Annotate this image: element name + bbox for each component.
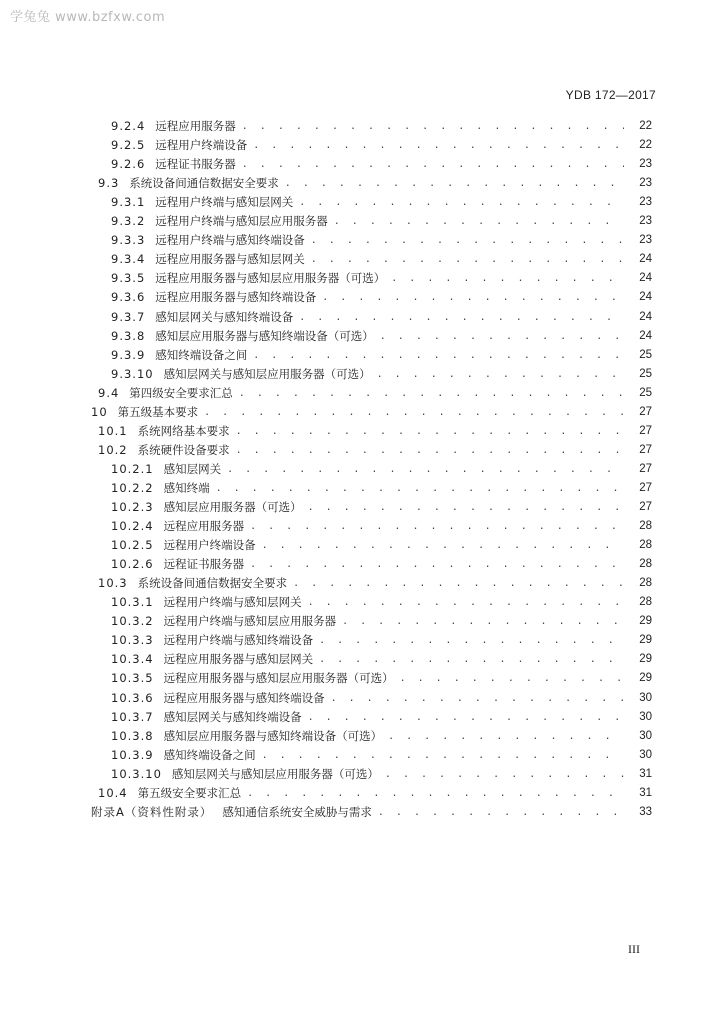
toc-dot-leader — [293, 574, 624, 593]
toc-entry-title: 远程应用服务器与感知终端设备 — [163, 690, 325, 705]
toc-entry-number: 10.2.6 — [111, 557, 154, 572]
toc-entry[interactable] — [111, 517, 652, 536]
toc-entry[interactable] — [111, 727, 652, 746]
toc-entry-title: 远程用户终端与感知终端设备 — [163, 633, 314, 648]
toc-entry[interactable] — [111, 117, 652, 136]
toc-dot-leader — [400, 669, 624, 688]
toc-entry-page: 25 — [639, 386, 652, 399]
toc-entry[interactable] — [111, 346, 652, 365]
toc-entry-title: 远程证书服务器 — [163, 557, 245, 572]
toc-entry-title: 远程用户终端设备 — [155, 138, 248, 153]
toc-entry-page: 30 — [639, 710, 652, 723]
toc-entry-page: 27 — [639, 481, 652, 494]
toc-entry[interactable] — [111, 765, 652, 784]
toc-entry[interactable] — [91, 403, 652, 422]
toc-entry-page: 22 — [639, 120, 652, 132]
toc-entry-page: 33 — [639, 805, 652, 818]
toc-entry-page: 27 — [639, 462, 652, 475]
toc-entry-page: 29 — [639, 615, 652, 628]
toc-dot-leader — [385, 765, 624, 784]
toc-dot-leader — [253, 346, 624, 365]
toc-entry-page: 27 — [639, 424, 652, 437]
toc-entry[interactable] — [98, 574, 652, 593]
toc-entry[interactable] — [111, 269, 652, 288]
toc-entry[interactable] — [98, 441, 652, 460]
toc-entry-title: 远程应用服务器与感知终端设备 — [155, 290, 317, 305]
standard-code: YDB 172—2017 — [565, 88, 656, 102]
toc-entry-title: 系统硬件设备要求 — [137, 442, 230, 457]
toc-entry-number: 10.3.4 — [111, 652, 154, 667]
toc-entry[interactable] — [111, 669, 652, 688]
toc-entry-number: 10.2.2 — [111, 480, 154, 495]
toc-entry[interactable] — [111, 593, 652, 612]
toc-entry-number: 10.3 — [98, 576, 128, 591]
toc-dot-leader — [319, 650, 624, 669]
toc-dot-leader — [236, 441, 624, 460]
toc-entry-number: 9.3.9 — [111, 347, 146, 362]
toc-entry[interactable] — [111, 231, 652, 250]
toc-entry-page: 24 — [639, 291, 652, 304]
toc-dot-leader — [253, 136, 624, 155]
toc-entry-number: 10.4 — [98, 785, 128, 800]
toc-entry-title: 系统设备间通信数据安全要求 — [137, 576, 288, 591]
toc-entry[interactable] — [111, 193, 652, 212]
toc-dot-leader — [378, 803, 624, 822]
toc-entry-title: 感知层应用服务器与感知终端设备（可选） — [163, 728, 383, 743]
toc-dot-leader — [391, 269, 624, 288]
toc-dot-leader — [236, 422, 624, 441]
toc-entry[interactable] — [91, 803, 652, 822]
toc-entry-title: 感知层网关 — [163, 461, 222, 476]
toc-entry[interactable] — [98, 784, 652, 803]
toc-entry-number: 9.3.7 — [111, 309, 146, 324]
toc-entry-title: 感知通信系统安全威胁与需求 — [222, 804, 372, 819]
toc-entry-title: 远程用户终端与感知终端设备 — [155, 233, 305, 248]
toc-entry-title: 感知层应用服务器（可选） — [163, 500, 302, 514]
toc-entry[interactable] — [111, 212, 652, 231]
toc-dot-leader — [331, 689, 624, 708]
toc-dot-leader — [250, 517, 624, 536]
toc-dot-leader — [299, 193, 624, 212]
toc-dot-leader — [377, 365, 624, 384]
toc-entry-title: 第五级基本要求 — [117, 404, 199, 419]
toc-dot-leader — [308, 593, 624, 612]
toc-entry-number: 10.3.3 — [111, 633, 154, 648]
toc-entry[interactable] — [111, 650, 652, 669]
toc-dot-leader — [334, 212, 624, 231]
toc-dot-leader — [227, 460, 624, 479]
toc-entry-page: 28 — [639, 558, 652, 571]
toc-entry[interactable] — [111, 498, 652, 517]
toc-entry[interactable] — [111, 308, 652, 327]
toc-entry-page: 30 — [639, 748, 652, 761]
toc-entry-title: 远程用户终端设备 — [163, 538, 256, 553]
toc-entry-title: 远程用户终端与感知层应用服务器 — [155, 214, 328, 229]
toc-entry-title: 系统设备间通信数据安全要求 — [129, 176, 279, 191]
toc-entry[interactable] — [111, 479, 652, 498]
toc-entry-number: 9.3 — [98, 176, 120, 191]
toc-dot-leader — [262, 746, 624, 765]
toc-entry-title: 远程应用服务器与感知层网关 — [155, 252, 305, 267]
toc-entry-title: 远程应用服务器 — [163, 519, 245, 534]
toc-entry-page: 24 — [639, 329, 652, 342]
toc-entry-page: 27 — [639, 501, 652, 513]
toc-entry-title: 远程用户终端与感知层网关 — [163, 595, 302, 610]
watermark-text: 学兔兔 www.bzfxw.com — [10, 10, 166, 25]
toc-entry-page: 24 — [639, 310, 652, 323]
toc-entry-number: 10.3.2 — [111, 614, 154, 629]
page-number: III — [628, 942, 640, 956]
toc-entry-number: 附录A（资料性附录） — [91, 804, 213, 819]
toc-entry[interactable] — [111, 155, 652, 174]
toc-entry-title: 感知层网关与感知终端设备 — [155, 309, 294, 324]
toc-entry-page: 25 — [639, 348, 652, 361]
toc-dot-leader — [322, 288, 624, 307]
toc-entry[interactable] — [111, 612, 652, 631]
toc-dot-leader — [311, 250, 624, 269]
toc-dot-leader — [311, 231, 624, 250]
toc-dot-leader — [380, 327, 624, 346]
toc-entry-title: 远程用户终端与感知层网关 — [155, 195, 294, 210]
toc-entry-number: 10.2.5 — [111, 538, 154, 553]
toc-dot-leader — [285, 174, 624, 193]
toc-entry[interactable] — [111, 136, 652, 155]
toc-entry-title: 远程用户终端与感知层应用服务器 — [163, 614, 337, 629]
toc-entry-page: 23 — [639, 234, 652, 247]
toc-entry[interactable] — [111, 555, 652, 574]
toc-entry-page: 23 — [639, 215, 652, 228]
toc-dot-leader — [308, 498, 624, 517]
toc-dot-leader — [242, 155, 624, 174]
toc-dot-leader — [242, 117, 624, 136]
toc-entry-title: 感知层网关与感知层应用服务器（可选） — [163, 366, 371, 381]
toc-dot-leader — [319, 631, 624, 650]
toc-dot-leader — [262, 536, 624, 555]
toc-entry-number: 10.3.9 — [111, 747, 154, 762]
toc-entry[interactable] — [98, 384, 652, 403]
toc-entry-number: 10.2.3 — [111, 500, 154, 514]
toc-entry[interactable] — [111, 460, 652, 479]
toc-entry-number: 10.2.4 — [111, 519, 154, 534]
toc-dot-leader — [247, 784, 624, 803]
toc-entry-page: 28 — [639, 596, 652, 609]
toc-entry-page: 30 — [639, 691, 652, 704]
toc-dot-leader — [308, 708, 624, 727]
toc-entry-number: 9.3.3 — [111, 233, 146, 248]
toc-entry-title: 感知终端 — [163, 480, 210, 495]
toc-entry[interactable] — [111, 250, 652, 269]
toc-entry-number: 9.2.4 — [111, 119, 146, 133]
toc-entry-title: 远程证书服务器 — [155, 157, 236, 172]
toc-entry-number: 9.3.10 — [111, 366, 154, 381]
toc-entry[interactable] — [98, 422, 652, 441]
toc-entry[interactable] — [111, 746, 652, 765]
toc-entry-page: 29 — [639, 672, 652, 685]
toc-entry-number: 10 — [91, 404, 108, 419]
toc-entry-number: 10.3.5 — [111, 671, 154, 686]
toc-entry-number: 9.3.2 — [111, 214, 146, 229]
toc-entry[interactable] — [111, 288, 652, 307]
toc-entry-page: 24 — [639, 253, 652, 266]
toc-entry-number: 10.3.8 — [111, 728, 154, 743]
toc-entry-page: 27 — [639, 405, 652, 418]
toc-entry-page: 31 — [639, 786, 652, 799]
toc-entry-page: 24 — [639, 272, 652, 285]
toc-dot-leader — [204, 403, 624, 422]
toc-entry-title: 第五级安全要求汇总 — [137, 785, 242, 800]
toc-entry-number: 9.4 — [98, 385, 120, 400]
toc-entry[interactable] — [111, 708, 652, 727]
toc-entry-page: 28 — [639, 520, 652, 533]
toc-entry-number: 10.3.7 — [111, 709, 154, 724]
toc-entry-title: 感知终端设备之间 — [155, 347, 248, 362]
toc-dot-leader — [216, 479, 624, 498]
toc-entry-title: 远程应用服务器与感知层应用服务器（可选） — [163, 671, 394, 686]
toc-entry-page: 23 — [639, 196, 652, 209]
toc-entry-page: 23 — [639, 158, 652, 171]
toc-entry-page: 22 — [639, 139, 652, 152]
toc-entry-title: 感知终端设备之间 — [163, 747, 256, 762]
toc-entry-page: 28 — [639, 577, 652, 590]
toc-dot-leader — [388, 727, 624, 746]
toc-entry-page: 25 — [639, 367, 652, 380]
toc-entry-number: 9.3.5 — [111, 271, 146, 286]
toc-entry-title: 感知层网关与感知终端设备 — [163, 709, 302, 724]
toc-entry[interactable] — [111, 631, 652, 650]
toc-entry-number: 10.1 — [98, 423, 128, 438]
toc-entry-page: 28 — [639, 539, 652, 552]
toc-entry-page: 31 — [639, 767, 652, 780]
toc-dot-leader — [250, 555, 624, 574]
toc-entry[interactable] — [111, 689, 652, 708]
toc-entry-title: 第四级安全要求汇总 — [129, 385, 233, 400]
toc-entry[interactable] — [111, 365, 652, 384]
toc-entry-page: 29 — [639, 653, 652, 666]
toc-dot-leader — [342, 612, 624, 631]
toc-entry-title: 感知层应用服务器与感知终端设备（可选） — [155, 328, 374, 343]
toc-entry-number: 9.3.6 — [111, 290, 146, 305]
toc-entry-number: 9.3.1 — [111, 195, 146, 210]
toc-entry-number: 9.2.6 — [111, 157, 146, 172]
toc-entry-number: 9.3.8 — [111, 328, 146, 343]
toc-dot-leader — [239, 384, 624, 403]
toc-entry[interactable] — [111, 536, 652, 555]
toc-dot-leader — [299, 308, 624, 327]
toc-entry-page: 27 — [639, 443, 652, 456]
toc-entry-number: 9.3.4 — [111, 252, 146, 267]
toc-entry[interactable] — [98, 174, 652, 193]
toc-entry-title: 感知层网关与感知层应用服务器（可选） — [171, 766, 379, 781]
toc-entry-title: 远程应用服务器 — [155, 119, 236, 133]
toc-entry-number: 10.2.1 — [111, 461, 154, 476]
toc-entry-title: 远程应用服务器与感知层应用服务器（可选） — [155, 271, 386, 286]
toc-entry[interactable] — [111, 327, 652, 346]
toc-entry-page: 29 — [639, 634, 652, 647]
toc-entry-number: 10.2 — [98, 442, 128, 457]
toc-entry-number: 9.2.5 — [111, 138, 146, 153]
toc-entry-page: 23 — [639, 177, 652, 190]
toc-entry-number: 10.3.10 — [111, 766, 162, 781]
toc-entry-title: 远程应用服务器与感知层网关 — [163, 652, 314, 667]
toc-entry-number: 10.3.1 — [111, 595, 154, 610]
toc-entry-number: 10.3.6 — [111, 690, 154, 705]
toc-entry-page: 30 — [639, 729, 652, 742]
toc-entry-title: 系统网络基本要求 — [137, 423, 230, 438]
